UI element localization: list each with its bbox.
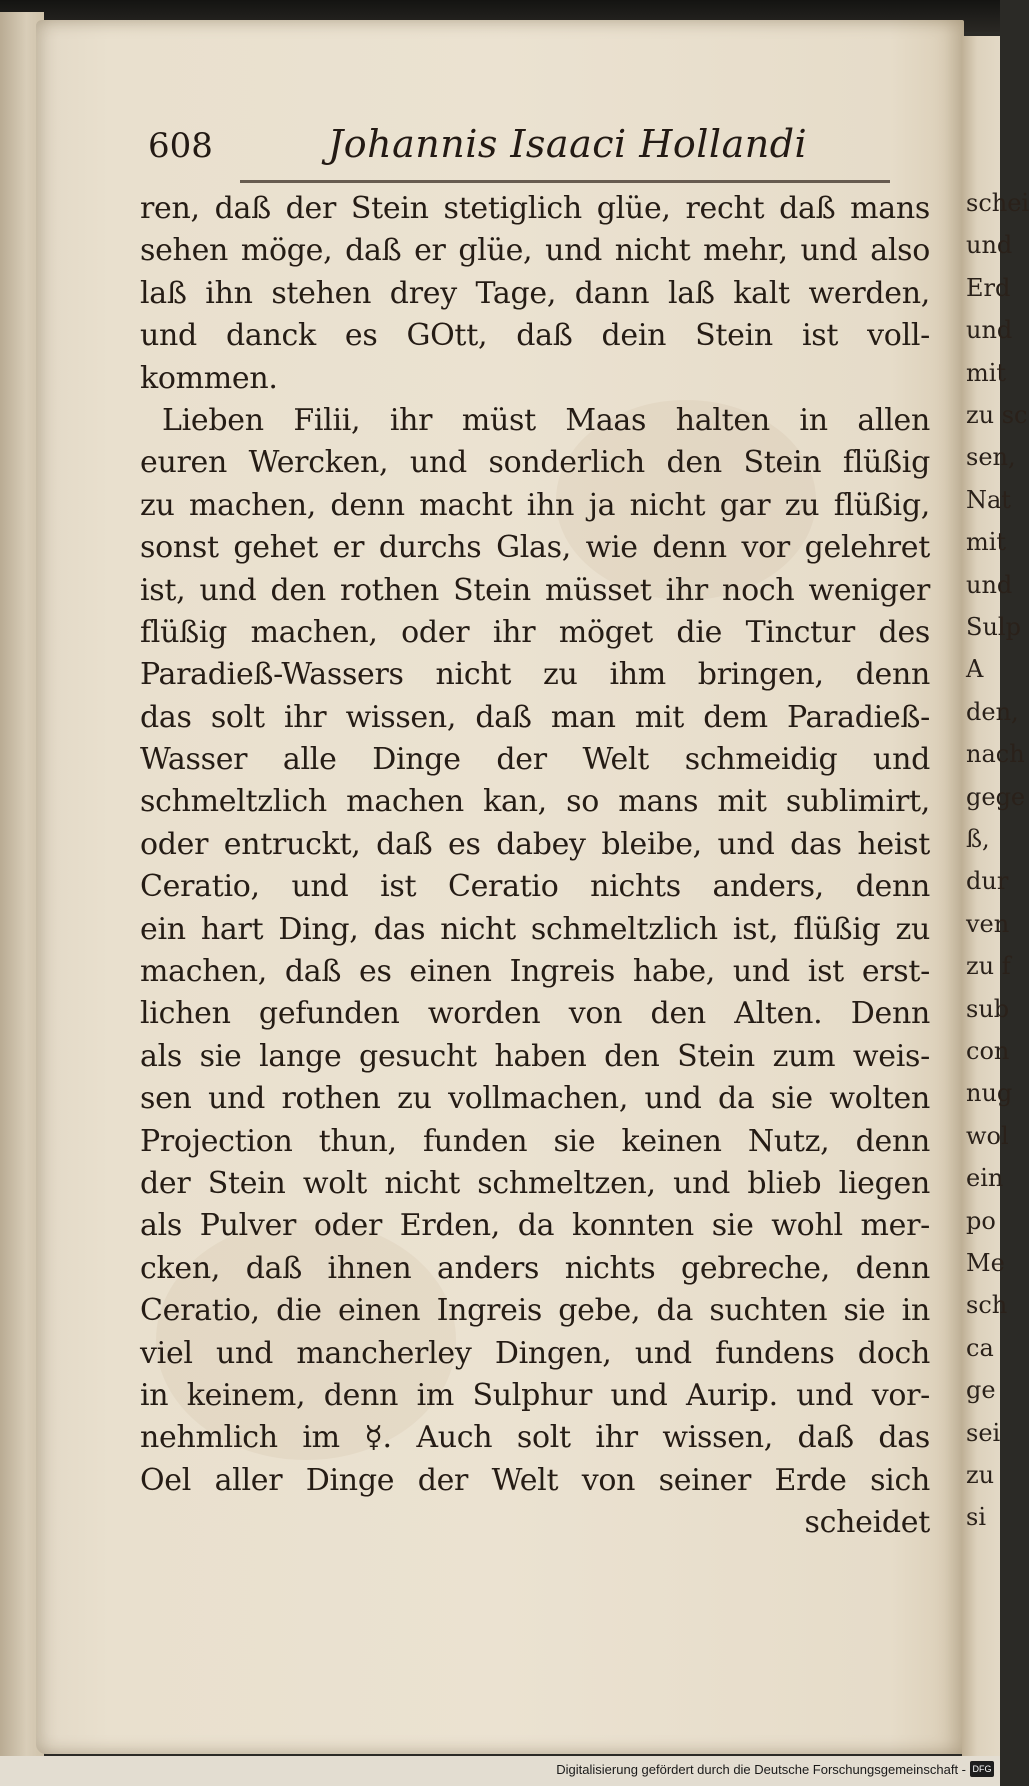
digitization-footer xyxy=(0,1756,1000,1786)
text-line: Ceratio, und ist Ceratio nichts anders, denn xyxy=(140,869,930,905)
text-line: Projection thun, funden sie keinen Nutz, denn xyxy=(140,1123,930,1159)
text-line: Ceratio, die einen Ingreis gebe, da suchten sie in xyxy=(140,1293,930,1329)
text-line: Lieben Filii, ihr müst Maas halten in allen xyxy=(162,402,930,438)
text-line: und danck es GOtt, daß dein Stein ist voll- xyxy=(140,318,930,354)
text-line: lichen gefunden worden von den Alten. Denn xyxy=(140,996,930,1032)
header-rule xyxy=(240,180,890,183)
text-line: Paradieß-Wassers nicht zu ihm bringen, denn xyxy=(140,657,930,693)
next-page-edge xyxy=(962,36,1029,1756)
next-page-fragment: sei xyxy=(966,1418,1001,1447)
text-line: als Pulver oder Erden, da konnten sie wohl mer- xyxy=(140,1208,930,1244)
next-page-fragment: wol xyxy=(966,1121,1009,1150)
text-line: sonst gehet er durchs Glas, wie denn vor gelehret xyxy=(140,530,930,566)
next-page-fragment: ge xyxy=(966,1376,996,1405)
text-line: das solt ihr wissen, daß man mit dem Paradieß- xyxy=(140,699,930,735)
next-page-fragment: nach xyxy=(966,740,1025,769)
text-line: laß ihn stehen drey Tage, dann laß kalt werden, xyxy=(140,275,930,311)
text-line: Oel aller Dinge der Welt von seiner Erde sich xyxy=(140,1462,930,1498)
text-line: cken, daß ihnen anders nichts gebreche, denn xyxy=(140,1250,930,1286)
text-line: als sie lange gesucht haben den Stein zum weis- xyxy=(140,1038,930,1074)
text-line: euren Wercken, und sonderlich den Stein flüßig xyxy=(140,445,930,481)
next-page-fragment: dur xyxy=(966,867,1009,896)
funding-credit: Digitalisierung gefördert durch die Deutsche Forschungsgemeinschaft - xyxy=(556,1762,966,1777)
next-page-fragment: mit xyxy=(966,528,1007,557)
page-number: 608 xyxy=(148,126,213,166)
page-header xyxy=(140,122,900,178)
text-line: ein hart Ding, das nicht schmeltzlich ist, flüßig zu xyxy=(140,911,930,947)
next-page-fragment: sub xyxy=(966,994,1010,1023)
next-page-fragment: con xyxy=(966,1037,1010,1065)
next-page-fragment: sch xyxy=(966,1291,1008,1320)
next-page-fragment: und xyxy=(966,316,1013,345)
next-page-fragment: Sulp xyxy=(966,613,1021,641)
next-page-fragment: mit xyxy=(966,358,1007,387)
text-line: Wasser alle Dinge der Welt schmeidig und xyxy=(140,742,930,778)
text-line: flüßig machen, oder ihr möget die Tinctur des xyxy=(140,614,930,650)
text-line: machen, daß es einen Ingreis habe, und ist erst- xyxy=(140,954,930,990)
next-page-fragment: ven xyxy=(966,909,1010,938)
next-page-fragment: Erd xyxy=(966,273,1011,302)
text-line: kommen. xyxy=(140,360,278,396)
next-page-fragment: zu xyxy=(966,1461,995,1489)
next-page-fragment: nug xyxy=(966,1079,1013,1108)
next-page-fragment: zu f xyxy=(966,952,1011,981)
text-line: nehmlich im ☿. Auch solt ihr wissen, daß das xyxy=(140,1420,930,1456)
next-page-fragment: schei xyxy=(966,189,1029,217)
next-page-fragment: po xyxy=(966,1206,996,1235)
text-line: in keinem, denn im Sulphur und Aurip. und vor- xyxy=(140,1377,930,1413)
text-line: ist, und den rothen Stein müsset ihr noch weniger xyxy=(140,572,930,608)
next-page-fragment: und xyxy=(966,570,1013,599)
dfg-logo-icon: DFG xyxy=(970,1761,994,1777)
body-text xyxy=(140,188,930,1545)
text-line: sehen möge, daß er glüe, und nicht mehr, und also xyxy=(140,233,930,269)
text-line: ren, daß der Stein stetiglich glüe, recht daß mans xyxy=(140,191,930,226)
next-page-fragment: und xyxy=(966,231,1013,260)
next-page-fragment: den, xyxy=(966,697,1019,726)
text-line: der Stein wolt nicht schmeltzen, und blieb liegen xyxy=(140,1165,930,1201)
next-page-fragment: A xyxy=(966,655,984,684)
next-page-fragment: Me xyxy=(966,1249,1005,1277)
next-page-fragment: gege xyxy=(966,782,1026,811)
next-page-fragment: ß, xyxy=(966,825,990,853)
text-line: viel und mancherley Dingen, und fundens doch xyxy=(140,1335,930,1371)
text-line: oder entruckt, daß es dabey bleibe, und das heist xyxy=(140,826,930,862)
text-line: zu machen, denn macht ihn ja nicht gar zu flüßig, xyxy=(140,487,930,523)
text-line: sen und rothen zu vollmachen, und da sie wolten xyxy=(140,1081,930,1117)
next-page-fragment: sen, xyxy=(966,443,1016,472)
next-page-fragment: ca xyxy=(966,1333,994,1362)
text-line: schmeltzlich machen kan, so mans mit sublimirt, xyxy=(140,784,930,820)
next-page-fragment: Nat xyxy=(966,485,1011,514)
running-head: Johannis Isaaci Hollandi xyxy=(328,122,808,166)
next-page-fragment: zu sc xyxy=(966,401,1028,429)
text-line: scheidet xyxy=(804,1505,930,1541)
next-page-fragment: si xyxy=(966,1503,986,1532)
next-page-fragment: ein xyxy=(966,1164,1004,1193)
